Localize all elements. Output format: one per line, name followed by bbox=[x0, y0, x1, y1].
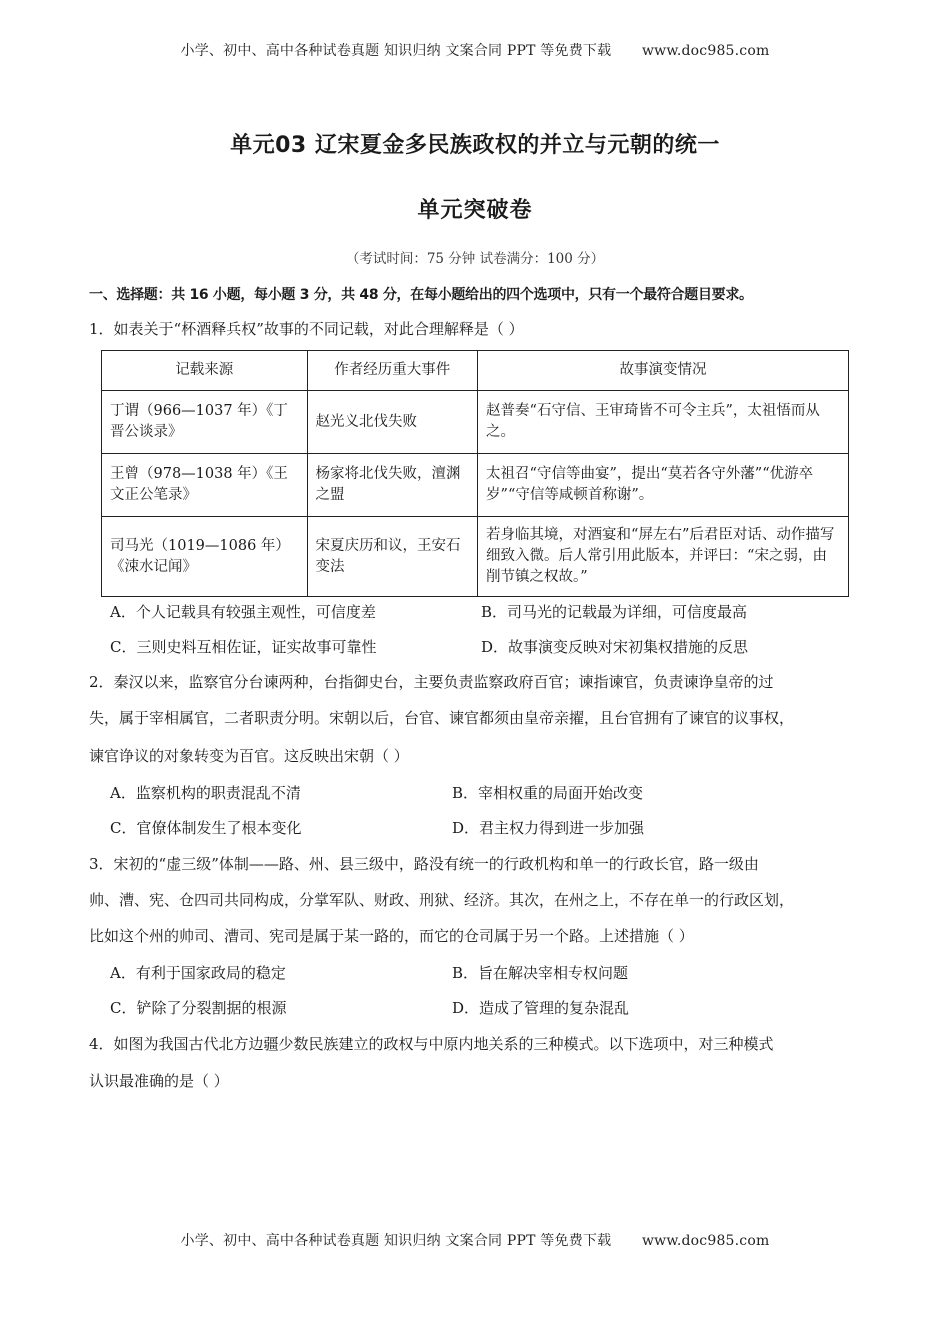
header-url-link[interactable]: www.doc985.com bbox=[641, 43, 770, 59]
table-cell: 太祖召“守信等曲宴”，提出“莫若各守外藩”“优游卒岁”“守信等咸顿首称谢”。 bbox=[478, 454, 849, 517]
question-3-stem-line-2: 帅、漕、宪、仓四司共同构成，分掌军队、财政、刑狱、经济。其次，在州之上，不存在单一的行政区划， bbox=[89, 891, 795, 909]
table-header-cell: 记载来源 bbox=[102, 351, 308, 391]
exam-info: （考试时间：75 分钟 试卷满分：100 分） bbox=[345, 251, 605, 267]
page-footer bbox=[0, 1230, 950, 1250]
section-heading: 一、选择题：共 16 小题，每小题 3 分，共 48 分，在每小题给出的四个选项中，只有一个最符合题目要求。 bbox=[89, 287, 753, 303]
header-text: 小学、初中、高中各种试卷真题 知识归纳 文案合同 PPT 等免费下载 bbox=[180, 43, 612, 59]
footer-url-link[interactable]: www.doc985.com bbox=[641, 1233, 770, 1249]
question-3-option-c[interactable]: C．铲除了分裂割据的根源 bbox=[110, 999, 287, 1017]
table-cell: 王曾（978—1038 年）《王文正公笔录》 bbox=[102, 454, 308, 517]
document-title: 单元03 辽宋夏金多民族政权的并立与元朝的统一 bbox=[230, 133, 720, 158]
question-2-option-a[interactable]: A．监察机构的职责混乱不清 bbox=[110, 784, 301, 802]
question-3-option-d[interactable]: D．造成了管理的复杂混乱 bbox=[452, 999, 630, 1017]
records-table bbox=[101, 350, 849, 597]
table-cell: 司马光（1019—1086 年）《涑水记闻》 bbox=[102, 517, 308, 597]
question-3-stem-line-3: 比如这个州的帅司、漕司、宪司是属于某一路的，而它的仓司属于另一个路。上述措施（ ） bbox=[89, 927, 694, 945]
table-row bbox=[102, 391, 849, 454]
question-1-option-a[interactable]: A．个人记载具有较强主观性，可信度差 bbox=[110, 603, 376, 621]
table-cell: 赵普奏“石守信、王审琦皆不可令主兵”，太祖悟而从之。 bbox=[478, 391, 849, 454]
table-header-cell: 作者经历重大事件 bbox=[307, 351, 478, 391]
question-2-stem-line-2: 失，属于宰相属官，二者职责分明。宋朝以后，台官、谏官都须由皇帝亲擢，且台官拥有了谏官的议事权， bbox=[89, 709, 795, 727]
question-4-stem-line-1: 4．如图为我国古代北方边疆少数民族建立的政权与中原内地关系的三种模式。以下选项中，对三种模式 bbox=[89, 1035, 774, 1053]
question-2-option-b[interactable]: B．宰相权重的局面开始改变 bbox=[452, 784, 644, 802]
question-4-stem-line-2: 认识最准确的是（ ） bbox=[89, 1072, 229, 1090]
table-header-cell: 故事演变情况 bbox=[478, 351, 849, 391]
question-2-stem-line-1: 2．秦汉以来，监察官分台谏两种，台指御史台，主要负责监察政府百官；谏指谏官，负责谏诤皇帝的过 bbox=[89, 673, 774, 691]
table-cell: 宋夏庆历和议，王安石变法 bbox=[307, 517, 478, 597]
table-row bbox=[102, 517, 849, 597]
table-header-row bbox=[102, 351, 849, 391]
question-3-option-b[interactable]: B．旨在解决宰相专权问题 bbox=[452, 964, 629, 982]
table-cell: 若身临其境，对酒宴和“屏左右”后君臣对话、动作描写细致入微。后人常引用此版本，并评曰：“宋之弱，由削节镇之权故。” bbox=[478, 517, 849, 597]
table-cell: 杨家将北伐失败，澶渊之盟 bbox=[307, 454, 478, 517]
question-3-stem-line-1: 3．宋初的“虚三级”体制——路、州、县三级中，路没有统一的行政机构和单一的行政长官，路一级由 bbox=[89, 855, 759, 873]
table-cell: 丁谓（966—1037 年）《丁晋公谈录》 bbox=[102, 391, 308, 454]
footer-text: 小学、初中、高中各种试卷真题 知识归纳 文案合同 PPT 等免费下载 bbox=[180, 1233, 612, 1249]
page-header bbox=[0, 40, 950, 60]
table-cell: 赵光义北伐失败 bbox=[307, 391, 478, 454]
question-1-stem: 1．如表关于“杯酒释兵权”故事的不同记载，对此合理解释是（ ） bbox=[89, 320, 524, 338]
question-2-stem-line-3: 谏官诤议的对象转变为百官。这反映出宋朝（ ） bbox=[89, 747, 409, 765]
question-1-option-b[interactable]: B．司马光的记载最为详细，可信度最高 bbox=[481, 603, 748, 621]
question-2-option-d[interactable]: D．君主权力得到进一步加强 bbox=[452, 819, 645, 837]
question-1-option-d[interactable]: D．故事演变反映对宋初集权措施的反思 bbox=[481, 638, 749, 656]
document-subtitle: 单元突破卷 bbox=[417, 198, 533, 223]
question-1-option-c[interactable]: C．三则史料互相佐证，证实故事可靠性 bbox=[110, 638, 377, 656]
table-row bbox=[102, 454, 849, 517]
question-3-option-a[interactable]: A．有利于国家政局的稳定 bbox=[110, 964, 286, 982]
question-2-option-c[interactable]: C．官僚体制发生了根本变化 bbox=[110, 819, 302, 837]
